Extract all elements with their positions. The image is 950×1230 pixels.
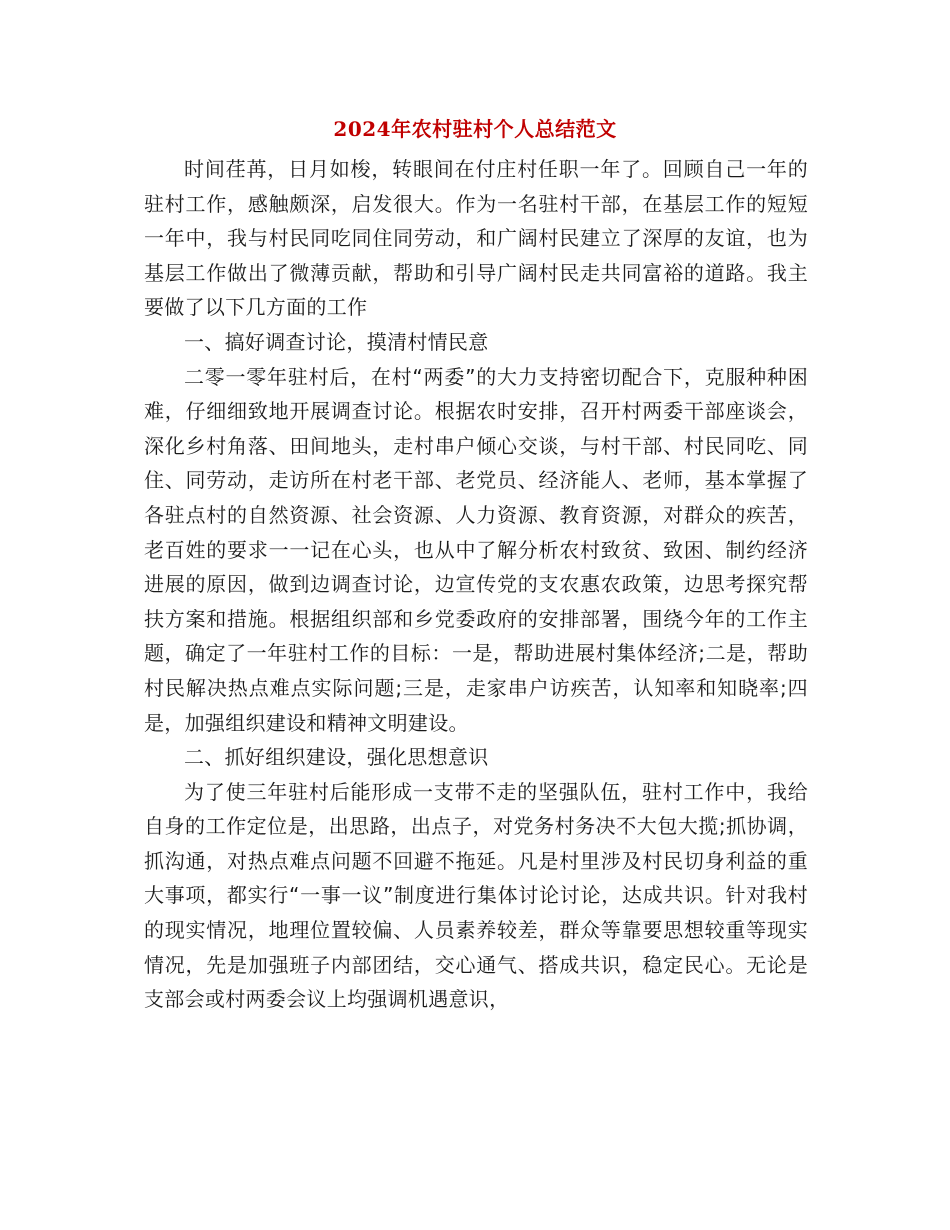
paragraph-section-2: 为了使三年驻村后能形成一支带不走的坚强队伍，驻村工作中，我给自身的工作定位是，出思路，出点子，对党务村务决不大包大揽;抓协调，抓沟通，对热点难点问题不回避不拖延。凡是村里涉及村民切身利益的重大事项，都实行“一事一议”制度进行集体讨论讨论，达成共识。针对我村的现实情况，地理位置较偏、人员素养较差，群众等靠要思想较重等现实情况，先是加强班子内部团结，交心通气、搭成共识，稳定民心。无论是支部会或村两委会议上均强调机遇意识， xyxy=(144,779,808,1012)
document-body xyxy=(144,152,808,1017)
section-heading-2: 二、抓好组织建设，强化思想意识 xyxy=(184,745,489,770)
paragraph-intro: 时间荏苒，日月如梭，转眼间在付庄村任职一年了。回顾自己一年的驻村工作，感触颇深，启发很大。作为一名驻村干部，在基层工作的短短一年中，我与村民同吃同住同劳动，和广阔村民建立了深厚的友谊，也为基层工作做出了微薄贡献，帮助和引导广阔村民走共同富裕的道路。我主要做了以下几方面的工作 xyxy=(144,157,808,320)
document-title: 2024年农村驻村个人总结范文 xyxy=(333,117,617,141)
section-heading-1: 一、搞好调查讨论，摸清村情民意 xyxy=(184,329,489,354)
paragraph-section-1: 二零一零年驻村后，在村“两委”的大力支持密切配合下，克服种种困难，仔细细致地开展调查讨论。根据农时安排，召开村两委干部座谈会，深化乡村角落、田间地头，走村串户倾心交谈，与村干部、村民同吃、同住、同劳动，走访所在村老干部、老党员、经济能人、老师，基本掌握了各驻点村的自然资源、社会资源、人力资源、教育资源，对群众的疾苦，老百姓的要求一一记在心头，也从中了解分析农村致贫、致困、制约经济进展的原因，做到边调查讨论，边宣传党的支农惠农政策，边思考探究帮扶方案和措施。根据组织部和乡党委政府的安排部署，围绕今年的工作主题，确定了一年驻村工作的目标：一是，帮助进展村集体经济;二是，帮助村民解决热点难点实际问题;三是，走家串户访疾苦，认知率和知晓率;四是，加强组织建设和精神文明建设。 xyxy=(144,364,808,735)
